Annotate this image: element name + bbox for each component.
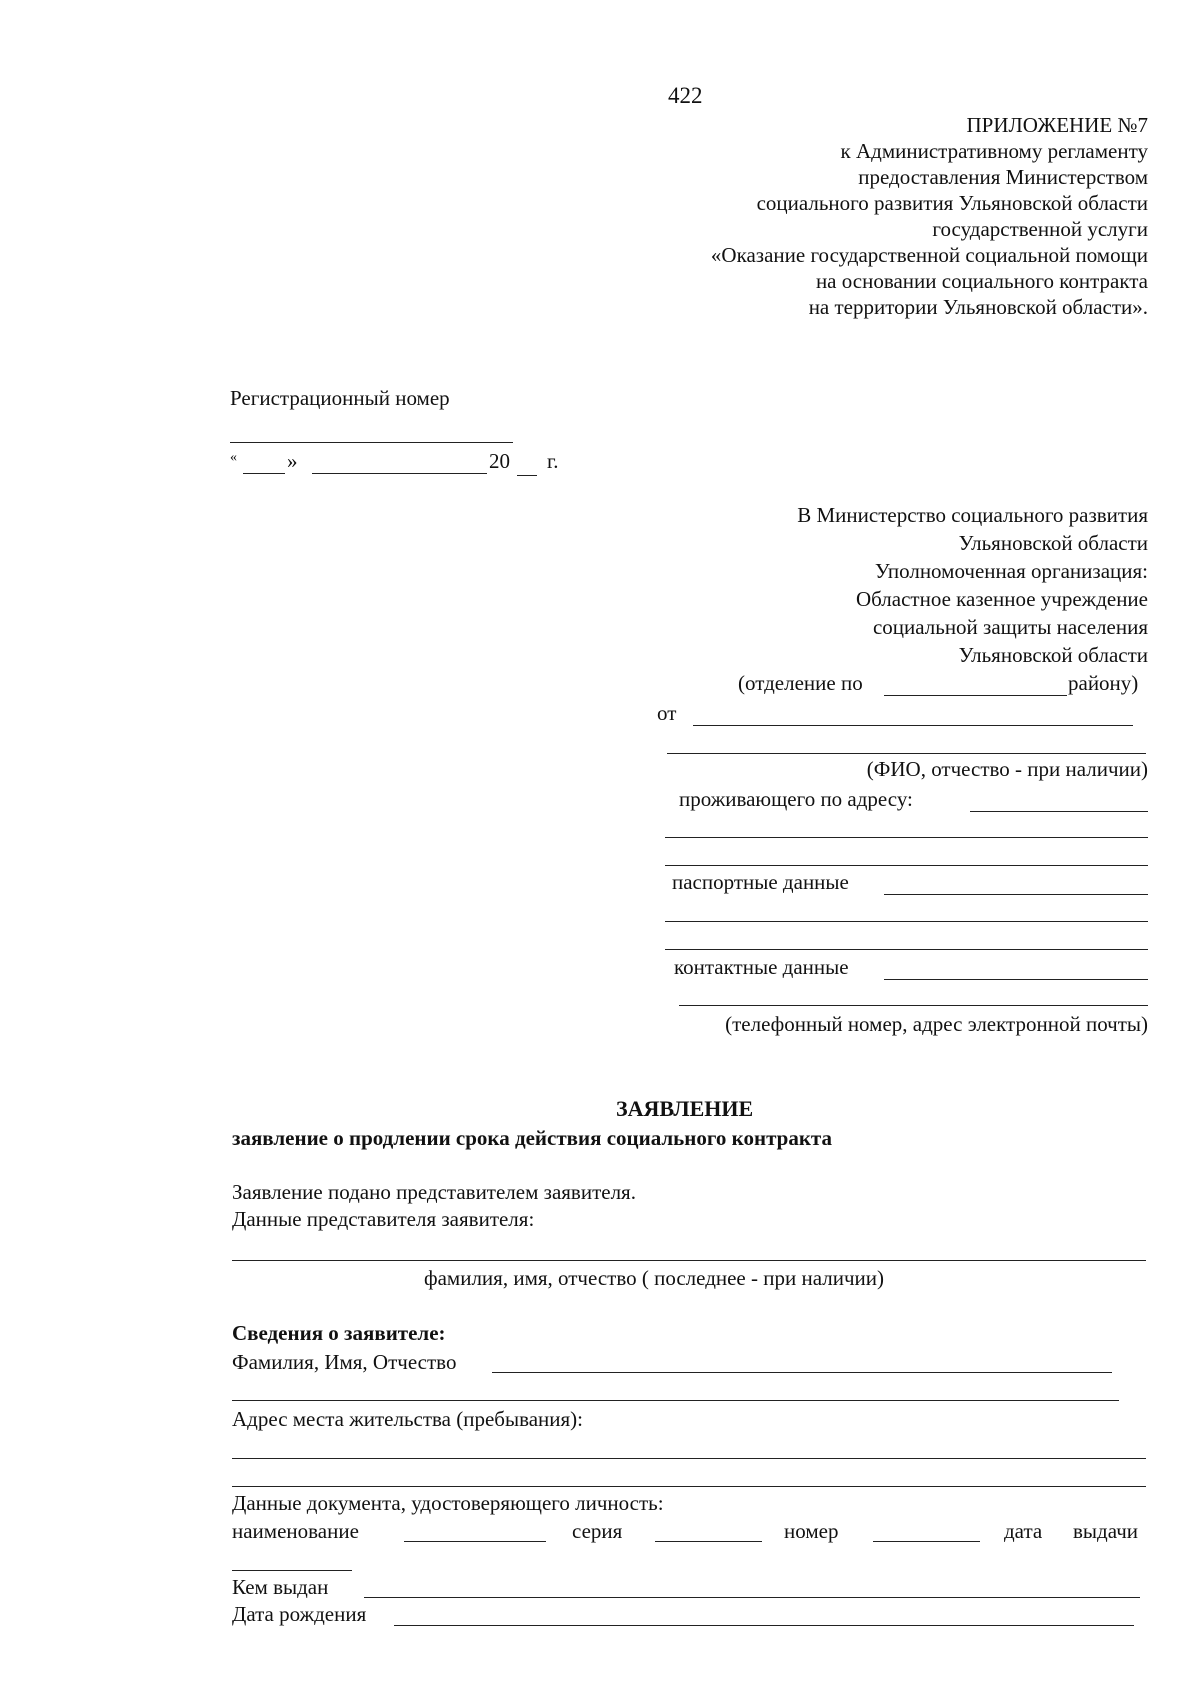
registration-label: Регистрационный номер (230, 386, 450, 410)
date-quote-close: » (287, 449, 298, 473)
issued-by-field[interactable] (364, 1575, 1140, 1598)
birth-date-field[interactable] (394, 1603, 1134, 1626)
birth-date-label: Дата рождения (232, 1602, 367, 1626)
appendix-line: государственной услуги (932, 217, 1148, 241)
representative-fio-field[interactable] (232, 1238, 1146, 1261)
department-prefix: (отделение по (738, 671, 863, 695)
address-label: проживающего по адресу: (679, 787, 913, 811)
statement-title: ЗАЯВЛЕНИЕ (616, 1096, 754, 1121)
address-field-3[interactable] (665, 843, 1148, 866)
contacts-field-2[interactable] (679, 983, 1148, 1006)
registration-number-field[interactable] (230, 420, 513, 443)
appendix-line: «Оказание государственной социальной помощи (710, 243, 1148, 267)
from-label: от (657, 701, 677, 725)
appendix-line: социального развития Ульяновской области (756, 191, 1148, 215)
appendix-line: к Административному регламенту (840, 139, 1148, 163)
appendix-line: предоставления Министерством (858, 165, 1148, 189)
applicant-heading: Сведения о заявителе: (232, 1321, 446, 1345)
contacts-hint: (телефонный номер, адрес электронной почты) (725, 1012, 1148, 1036)
registration-day-field[interactable] (243, 451, 285, 474)
registration-year-field[interactable] (517, 453, 537, 476)
id-name-label: наименование (232, 1519, 359, 1543)
from-fio-field[interactable] (693, 703, 1133, 726)
page-number: 422 (668, 83, 703, 108)
recipient-line: Ульяновской области (958, 643, 1148, 667)
passport-field-2[interactable] (665, 899, 1148, 922)
appendix-line: на основании социального контракта (815, 269, 1148, 293)
applicant-address-field-2[interactable] (232, 1464, 1146, 1487)
recipient-line: Областное казенное учреждение (855, 587, 1148, 611)
applicant-fio-field-2[interactable] (232, 1378, 1119, 1401)
date-year-suffix: г. (547, 449, 559, 473)
address-field[interactable] (970, 789, 1148, 812)
fio-hint: (ФИО, отчество - при наличии) (866, 757, 1148, 781)
recipient-line: В Министерство социального развития (797, 503, 1148, 527)
department-suffix: району) (1068, 671, 1139, 695)
issued-by-label: Кем выдан (232, 1575, 329, 1599)
appendix-title: ПРИЛОЖЕНИЕ №7 (966, 113, 1148, 137)
appendix-line: на территории Ульяновской области». (808, 295, 1148, 319)
from-fio-field-2[interactable] (667, 731, 1146, 754)
id-number-field[interactable] (873, 1519, 980, 1542)
applicant-fio-field[interactable] (492, 1350, 1112, 1373)
passport-field-3[interactable] (665, 927, 1148, 950)
statement-subtitle: заявление о продлении срока действия социального контракта (232, 1126, 832, 1150)
id-number-label: номер (784, 1519, 839, 1543)
department-field[interactable] (884, 673, 1067, 696)
id-series-field[interactable] (655, 1519, 762, 1542)
registration-month-field[interactable] (312, 451, 487, 474)
id-name-field[interactable] (404, 1519, 546, 1542)
date-quote-open: « (230, 450, 237, 465)
applicant-address-field[interactable] (232, 1436, 1146, 1459)
applicant-address-label: Адрес места жительства (пребывания): (232, 1407, 584, 1431)
recipient-line: Ульяновской области (958, 531, 1148, 555)
representative-hint: фамилия, имя, отчество ( последнее - при наличии) (424, 1266, 884, 1290)
id-issue-date-label-2: выдачи (1073, 1519, 1138, 1543)
recipient-line: Уполномоченная организация: (874, 559, 1148, 583)
applicant-fio-label: Фамилия, Имя, Отчество (232, 1350, 457, 1374)
id-issue-date-field[interactable] (232, 1548, 352, 1571)
id-series-label: серия (572, 1519, 623, 1543)
recipient-line: социальной защиты населения (872, 615, 1148, 639)
representative-data-label: Данные представителя заявителя: (232, 1207, 535, 1231)
contacts-label: контактные данные (674, 955, 849, 979)
id-document-label: Данные документа, удостоверяющего личность: (232, 1491, 664, 1515)
address-field-2[interactable] (665, 815, 1148, 838)
passport-label: паспортные данные (672, 870, 849, 894)
passport-field[interactable] (884, 872, 1148, 895)
id-issue-date-label: дата (1004, 1519, 1043, 1543)
date-year-prefix: 20 (489, 449, 510, 473)
filed-by-text: Заявление подано представителем заявителя. (232, 1180, 636, 1204)
contacts-field[interactable] (884, 957, 1148, 980)
